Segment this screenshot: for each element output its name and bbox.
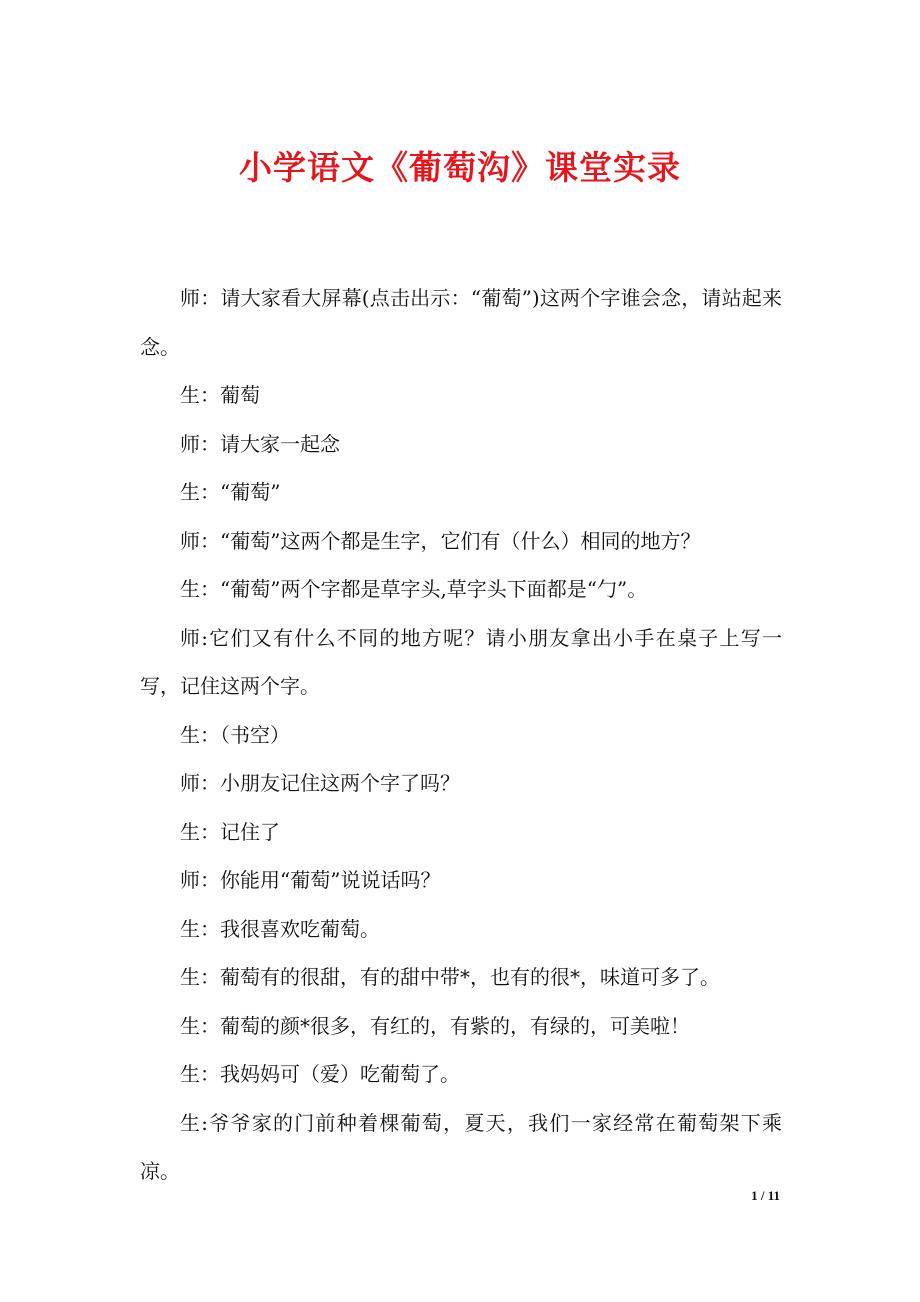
paragraph: 生：我很喜欢吃葡萄。: [180, 916, 380, 941]
paragraph: 生：我妈妈可（爱）吃葡萄了。: [180, 1062, 460, 1086]
paragraph: 生：记住了: [180, 819, 280, 844]
document-body: [140, 274, 782, 1196]
paragraph: 生：（书空）: [180, 722, 290, 747]
paragraph: 生：葡萄: [180, 383, 260, 407]
paragraph: 师：你能用“葡萄”说说话吗？: [180, 868, 441, 892]
paragraph: 生：“葡萄”: [180, 480, 281, 504]
paragraph: 师：小朋友记住这两个字了吗？: [180, 771, 460, 795]
paragraph: 师：“葡萄”这两个都是生字，它们有（什么）相同的地方？: [180, 528, 701, 553]
paragraph: 师:它们又有什么不同的地方呢？请小朋友拿出小手在桌子上写一写，记住这两个字。: [140, 625, 782, 698]
paragraph: 师：请大家看大屏幕(点击出示：“葡萄”)这两个字谁会念，请站起来念。: [140, 286, 782, 359]
paragraph: 生：“葡萄”两个字都是草字头,草字头下面都是“勹”。: [180, 577, 648, 601]
page-number: 1 / 11: [751, 1188, 780, 1203]
paragraph: 生：葡萄有的很甜，有的甜中带*，也有的很*，味道可多了。: [180, 965, 720, 989]
paragraph: 师：请大家一起念: [180, 431, 340, 456]
document-title: 小学语文《葡萄沟》课堂实录: [239, 148, 681, 187]
paragraph: 生：葡萄的颜*很多，有红的，有紫的，有绿的，可美啦！: [180, 1013, 690, 1038]
paragraph: 生:爷爷家的门前种着棵葡萄，夏天，我们一家经常在葡萄架下乘凉。: [140, 1110, 782, 1183]
